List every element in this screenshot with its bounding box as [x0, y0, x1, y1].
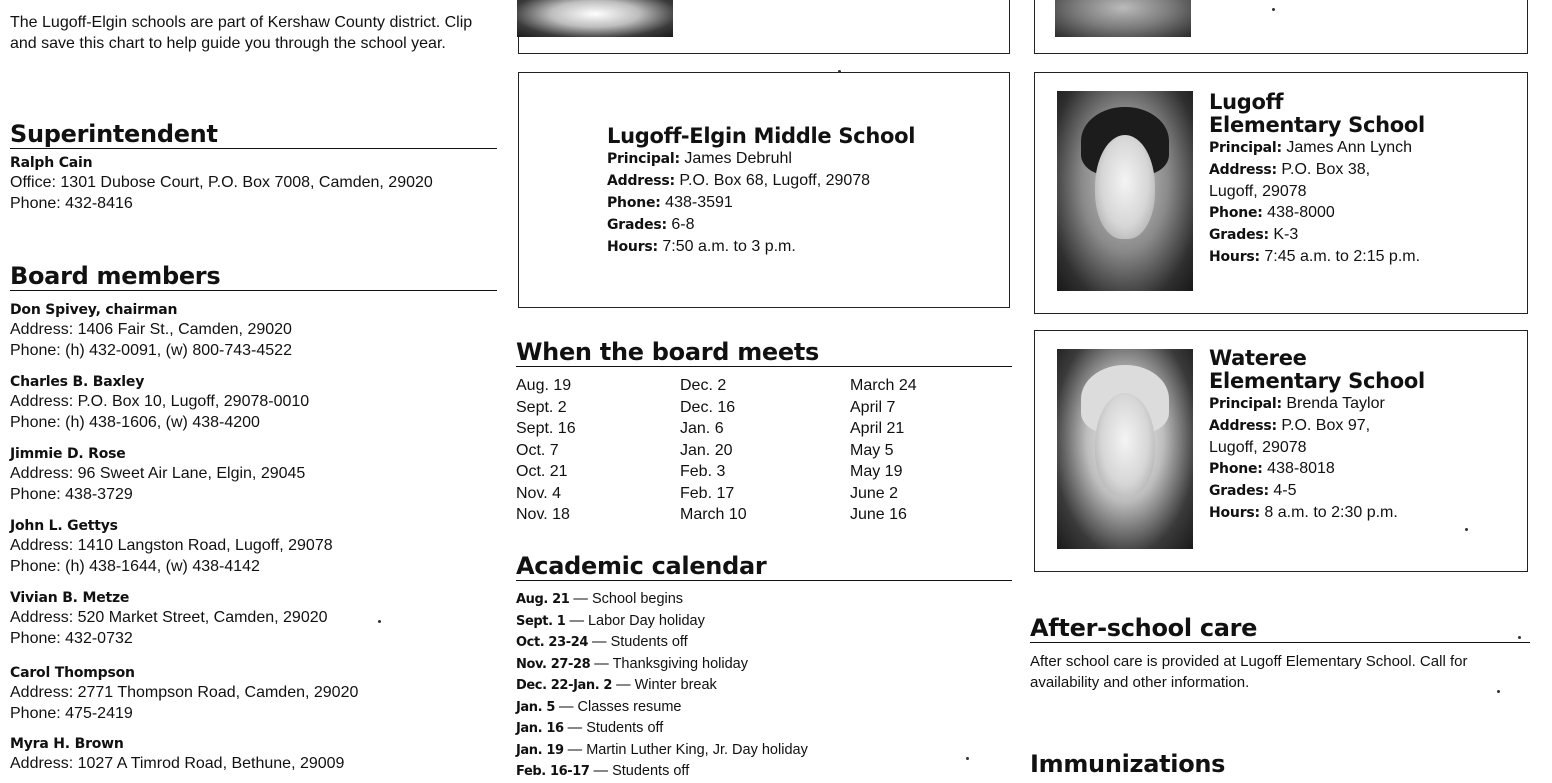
school-phone: Phone: 438-8000 — [1209, 204, 1335, 221]
board-member — [10, 589, 500, 649]
meeting-date: March 24 — [850, 377, 917, 394]
school-name: Elementary School — [1209, 369, 1425, 393]
calendar-item: Nov. 27-28 — Thanksgiving holiday — [516, 655, 748, 672]
board-members-heading: Board members — [10, 262, 497, 291]
board-member-address: Address: 2771 Thompson Road, Camden, 29020 — [10, 684, 359, 701]
board-member-name: Carol Thompson — [10, 665, 135, 681]
board-member-name: Jimmie D. Rose — [10, 446, 126, 462]
meeting-dates-column — [680, 375, 747, 526]
board-member-name: Vivian B. Metze — [10, 590, 130, 606]
board-member-phone: Phone: 432-0732 — [10, 630, 133, 647]
school-hours: Hours: 7:50 a.m. to 3 p.m. — [607, 238, 796, 255]
school-grades: Grades: 4-5 — [1209, 482, 1297, 499]
board-member-name: Charles B. Baxley — [10, 374, 145, 390]
board-member-phone: Phone: 438-3729 — [10, 486, 133, 503]
school-principal: Principal: Brenda Taylor — [1209, 395, 1385, 412]
board-member — [10, 735, 500, 774]
school-name: Lugoff-Elgin Middle School — [607, 124, 916, 148]
meeting-date: March 10 — [680, 506, 747, 523]
meeting-date: Jan. 6 — [680, 420, 724, 437]
cropped-school-box — [1034, 0, 1528, 54]
meeting-date: April 7 — [850, 398, 896, 416]
intro-text: The Lugoff-Elgin schools are part of Kershaw County district. Clip and save this chart to help guide you through the school year. — [10, 14, 473, 52]
school-phone: Phone: 438-8018 — [1209, 460, 1335, 477]
board-member — [10, 517, 500, 577]
calendar-item: Jan. 19 — Martin Luther King, Jr. Day holiday — [516, 741, 808, 758]
board-member — [10, 445, 500, 505]
meeting-date: May 5 — [850, 441, 894, 459]
calendar-item: Dec. 22-Jan. 2 — Winter break — [516, 677, 717, 693]
calendar-item: Feb. 16-17 — Students off — [516, 763, 690, 779]
board-member-address: Address: 1027 A Timrod Road, Bethune, 29009 — [10, 755, 345, 772]
after-school-text: After school care is provided at Lugoff Elementary School. Call for availability and other information. — [1030, 653, 1468, 691]
meeting-date: Oct. 7 — [516, 441, 559, 459]
calendar-item: Aug. 21 — School begins — [516, 591, 684, 607]
superintendent-heading: Superintendent — [10, 120, 497, 149]
principal-photo — [1057, 349, 1193, 549]
academic-calendar-list — [516, 589, 1016, 783]
meeting-date: Sept. 16 — [516, 420, 576, 437]
meeting-date: June 2 — [850, 484, 899, 502]
immunizations-heading: Immunizations — [1030, 750, 1226, 778]
board-member-address: Address: P.O. Box 10, Lugoff, 29078-0010 — [10, 393, 310, 410]
board-member-name: John L. Gettys — [10, 518, 118, 534]
board-member-address: Address: 520 Market Street, Camden, 29020 — [10, 609, 328, 626]
middle-school-box — [518, 72, 1010, 308]
meeting-date: Feb. 3 — [680, 463, 726, 480]
board-member — [10, 301, 500, 361]
board-member-phone: Phone: (h) 432-0091, (w) 800-743-4522 — [10, 342, 292, 359]
board-member-address: Address: 1410 Langston Road, Lugoff, 29078 — [10, 537, 333, 554]
meeting-date: Sept. 2 — [516, 398, 567, 416]
board-member-phone: Phone: (h) 438-1606, (w) 438-4200 — [10, 414, 260, 431]
meeting-date: June 16 — [850, 506, 907, 523]
school-hours: Hours: 7:45 a.m. to 2:15 p.m. — [1209, 248, 1421, 265]
school-address: Address: P.O. Box 38, — [1209, 161, 1371, 178]
school-grades: Grades: K-3 — [1209, 226, 1299, 243]
school-principal: Principal: James Ann Lynch — [1209, 139, 1413, 156]
meeting-date: Nov. 18 — [516, 506, 570, 523]
school-name: Wateree — [1209, 346, 1307, 370]
principal-photo — [1057, 91, 1193, 291]
meeting-date: Nov. 4 — [516, 484, 562, 502]
after-school-heading: After-school care — [1030, 614, 1530, 643]
meeting-date: Dec. 16 — [680, 398, 736, 416]
school-hours: Hours: 8 a.m. to 2:30 p.m. — [1209, 504, 1398, 521]
superintendent-office: Office: 1301 Dubose Court, P.O. Box 7008, Camden, 29020 — [10, 174, 433, 191]
calendar-item: Jan. 16 — Students off — [516, 720, 664, 736]
lugoff-elementary-box — [1034, 72, 1528, 314]
school-principal: Principal: James Debruhl — [607, 150, 792, 167]
school-name: Lugoff — [1209, 90, 1284, 114]
meeting-date: Jan. 20 — [680, 441, 733, 459]
school-name: Elementary School — [1209, 113, 1425, 137]
school-address: Address: P.O. Box 68, Lugoff, 29078 — [607, 172, 871, 189]
meeting-date: April 21 — [850, 420, 905, 437]
principal-photo — [1055, 0, 1191, 37]
board-member-name: Don Spivey, chairman — [10, 302, 178, 318]
superintendent-phone: Phone: 432-8416 — [10, 195, 133, 212]
school-address-line2: Lugoff, 29078 — [1209, 183, 1307, 200]
meeting-date: Feb. 17 — [680, 484, 735, 502]
wateree-elementary-box — [1034, 330, 1528, 572]
board-member-address: Address: 1406 Fair St., Camden, 29020 — [10, 321, 292, 338]
school-grades: Grades: 6-8 — [607, 216, 695, 233]
meeting-date: Aug. 19 — [516, 377, 572, 394]
school-address-line2: Lugoff, 29078 — [1209, 439, 1307, 456]
cropped-school-box — [518, 0, 1010, 54]
calendar-item: Sept. 1 — Labor Day holiday — [516, 612, 705, 629]
board-member-address: Address: 96 Sweet Air Lane, Elgin, 29045 — [10, 465, 306, 482]
superintendent-entry — [10, 154, 500, 214]
academic-calendar-heading: Academic calendar — [516, 552, 1012, 581]
school-address: Address: P.O. Box 97, — [1209, 417, 1371, 434]
board-member — [10, 373, 500, 433]
principal-photo — [517, 0, 673, 37]
board-meetings-heading: When the board meets — [516, 338, 1012, 367]
calendar-item: Oct. 23-24 — Students off — [516, 634, 688, 650]
board-member-name: Myra H. Brown — [10, 736, 124, 752]
school-phone: Phone: 438-3591 — [607, 194, 733, 211]
meeting-date: Oct. 21 — [516, 463, 568, 480]
calendar-item: Jan. 5 — Classes resume — [516, 698, 682, 715]
meeting-date: Dec. 2 — [680, 377, 727, 394]
meeting-dates-column — [516, 375, 576, 526]
board-member — [10, 664, 500, 724]
board-member-phone: Phone: 475-2419 — [10, 705, 133, 722]
board-member-phone: Phone: (h) 438-1644, (w) 438-4142 — [10, 558, 260, 575]
meeting-dates-column — [850, 375, 917, 526]
meeting-date: May 19 — [850, 463, 903, 480]
superintendent-name: Ralph Cain — [10, 155, 93, 171]
